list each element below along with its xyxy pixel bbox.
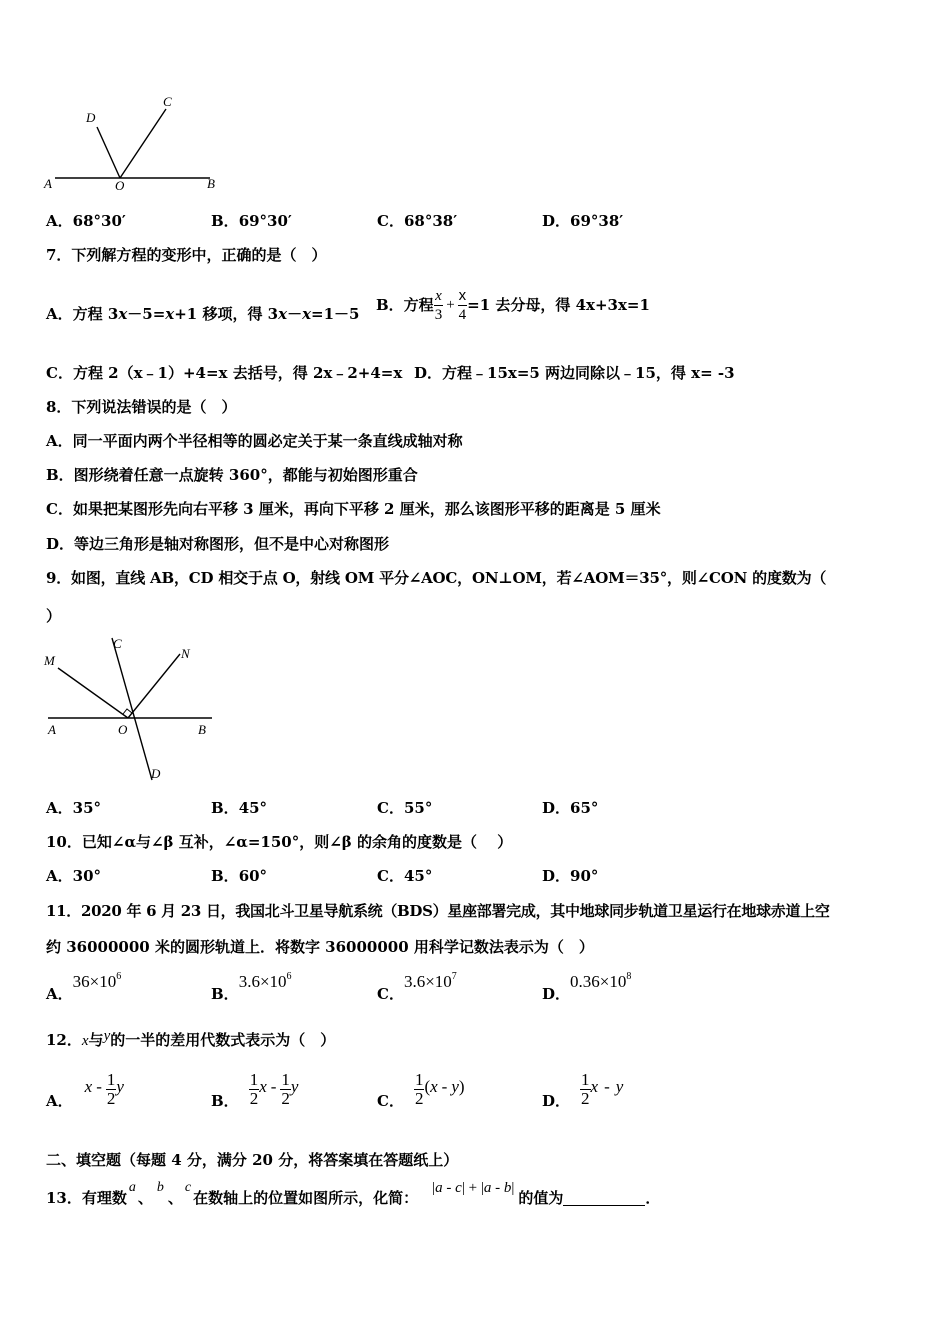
- q6-option-a[interactable]: [46, 211, 126, 231]
- q12-option-d[interactable]: [542, 1066, 623, 1112]
- q12-d-fraction: [580, 1071, 591, 1108]
- q11-stem-line1: 11．2020 年 6 月 23 日，我国北斗卫星导航系统（BDS）星座部署完成，其中地球同步轨道卫星运行在地球赤道上空: [46, 902, 830, 920]
- q13-tail: 的值为: [518, 1189, 564, 1207]
- q13-expr-plus: +: [468, 1180, 478, 1196]
- q13-bar-4: |: [511, 1180, 515, 1196]
- q9-option-d[interactable]: [542, 798, 598, 818]
- q7-a-mid2: +1 移项，得 3: [174, 305, 279, 323]
- q13-var-c: c: [184, 1180, 192, 1195]
- q12-b-letter: B．: [211, 1092, 239, 1110]
- q7-b-tail: =1 去分母，得 4x+3x=1: [467, 296, 650, 314]
- q7-a-x1: x: [118, 305, 128, 323]
- q9-option-c-letter: C．: [377, 799, 404, 817]
- q9-stem-line2: ）: [46, 607, 62, 625]
- q10-option-b-text: 60°: [238, 867, 268, 885]
- ray-om: [58, 668, 128, 718]
- q7-b-plus: +: [446, 297, 455, 313]
- q7-b-num2: x: [458, 286, 467, 304]
- q7-b-fraction-1: [434, 287, 444, 324]
- q12-option-b[interactable]: [211, 1066, 298, 1112]
- q13-expression: [432, 1178, 514, 1198]
- q10-option-a-letter: A．: [46, 867, 73, 885]
- q12-b-y: y: [290, 1077, 299, 1096]
- q12-c-paren-close: ): [458, 1077, 465, 1096]
- q7-stem: 7．下列解方程的变形中，正确的是（ ）: [46, 246, 327, 264]
- fig2-label-o: O: [118, 722, 128, 737]
- q12-c-minus: -: [441, 1077, 448, 1096]
- fig2-label-m: M: [44, 653, 55, 668]
- q11-option-a[interactable]: [46, 972, 121, 1002]
- q12-d-num: 1: [581, 1069, 590, 1089]
- q11-option-a-exp: 6: [116, 971, 122, 982]
- q9-option-a-letter: A．: [46, 799, 73, 817]
- q13-var-a: a: [128, 1180, 136, 1195]
- q12-stem: [46, 1030, 335, 1051]
- q12-c-den: 2: [414, 1088, 424, 1108]
- q6-option-a-letter: A．: [46, 212, 73, 230]
- q10-option-b[interactable]: [211, 866, 267, 886]
- q13-expr-minus-1: -: [446, 1180, 452, 1196]
- q7-b-den1: 3: [434, 306, 443, 323]
- q6-option-d[interactable]: [542, 211, 623, 231]
- q10-option-c-text: 45°: [403, 867, 433, 885]
- angle-figure-2: [40, 630, 220, 786]
- q9-option-b-text: 45°: [238, 799, 268, 817]
- q12-a-den: 2: [106, 1088, 116, 1108]
- q12-d-den: 2: [581, 1088, 590, 1108]
- q11-option-c-exp: 7: [451, 971, 457, 982]
- q13-prefix: 13．有理数: [46, 1189, 127, 1207]
- q11-option-b-value: [239, 972, 292, 991]
- q10-option-d-text: 90°: [570, 867, 599, 885]
- q7-a-tail: =1－5: [311, 305, 360, 323]
- fig1-label-a: A: [44, 176, 52, 191]
- q12-a-y: y: [116, 1077, 124, 1096]
- q12-a-minus: -: [96, 1077, 102, 1096]
- q12-c-paren-open: (: [424, 1077, 431, 1096]
- q13-sep-1: 、: [137, 1189, 153, 1207]
- q13-bar-2: |: [461, 1180, 465, 1196]
- q11-option-d-value: [570, 972, 631, 991]
- line-cd: [112, 638, 152, 780]
- q7-a-x2: x: [165, 305, 175, 323]
- q9-option-d-letter: D．: [542, 799, 571, 817]
- q12-b-den2: 2: [281, 1088, 290, 1108]
- q10-option-a[interactable]: [46, 866, 101, 886]
- q11-option-d-letter: D．: [542, 985, 571, 1003]
- q13-var-b: b: [156, 1180, 164, 1195]
- q10-option-d-letter: D．: [542, 867, 571, 885]
- q11-option-d-base: 0.36×10: [570, 972, 627, 991]
- q6-option-c-letter: C．: [377, 212, 404, 230]
- q12-a-letter: A．: [46, 1092, 73, 1110]
- q12-d-minus: -: [604, 1077, 610, 1096]
- q9-option-b-letter: B．: [211, 799, 239, 817]
- q9-option-d-text: 65°: [570, 799, 599, 817]
- q13-mid: 在数轴上的位置如图所示，化简：: [193, 1189, 419, 1207]
- q12-c-letter: C．: [377, 1092, 404, 1110]
- q11-option-a-base: 36×10: [72, 972, 117, 991]
- q12-b-minus: -: [270, 1077, 277, 1096]
- fig2-label-n: N: [181, 646, 190, 661]
- q12-var-x: x: [81, 1033, 89, 1049]
- q12-c-num: 1: [414, 1069, 424, 1089]
- q6-option-d-letter: D．: [542, 212, 571, 230]
- q12-c-x: x: [430, 1077, 438, 1096]
- q11-option-b-exp: 6: [286, 971, 292, 982]
- q10-option-b-letter: B．: [211, 867, 239, 885]
- q10-option-d[interactable]: [542, 866, 598, 886]
- q6-option-a-text: 68°30′: [72, 212, 126, 230]
- q11-option-c[interactable]: [377, 972, 457, 1002]
- q8-option-d[interactable]: D．等边三角形是轴对称图形，但不是中心对称图形: [46, 535, 390, 553]
- q7-a-mid3: －: [287, 305, 303, 323]
- q13-end: ．: [645, 1189, 661, 1207]
- q9-option-c[interactable]: [377, 798, 432, 818]
- q11-option-a-value: [73, 972, 122, 991]
- q11-option-b-base: 3.6×10: [238, 972, 287, 991]
- fig1-label-d: D: [86, 110, 96, 125]
- q11-stem-line2: 约 36000000 米的圆形轨道上．将数字 36000000 用科学记数法表示为（ ）: [46, 938, 594, 956]
- right-angle-mark: [123, 709, 132, 714]
- ray-oc: [120, 109, 166, 178]
- fig2-label-b: B: [198, 722, 206, 737]
- q7-option-d[interactable]: D．方程﹣15x=5 两边同除以﹣15，得 x= -3: [414, 364, 735, 382]
- q13-stem: [46, 1178, 660, 1212]
- q13-sep-2: 、: [167, 1189, 183, 1207]
- q7-a-x4: x: [302, 305, 312, 323]
- q13-expr-minus-2: -: [495, 1180, 501, 1196]
- q10-option-c-letter: C．: [377, 867, 404, 885]
- q11-option-a-letter: A．: [46, 985, 73, 1003]
- fig1-label-b: B: [207, 176, 215, 191]
- q12-c-y: y: [451, 1077, 459, 1096]
- angle-figure-1: [40, 92, 230, 194]
- q11-option-b[interactable]: [211, 972, 292, 1002]
- q6-option-b[interactable]: [211, 211, 292, 231]
- q11-option-c-base: 3.6×10: [403, 972, 452, 991]
- q13-bar-3: |: [480, 1180, 484, 1196]
- q13-expr-a1: a: [435, 1180, 443, 1196]
- q13-bar-1: |: [432, 1180, 436, 1196]
- q7-b-prefix: B．方程: [376, 296, 434, 314]
- q12-d-letter: D．: [542, 1092, 571, 1110]
- q12-d-y: y: [615, 1077, 624, 1096]
- q7-b-num1: x: [435, 287, 442, 304]
- q9-option-a-text: 35°: [72, 799, 102, 817]
- q12-b-num2: 1: [281, 1069, 290, 1089]
- q6-option-b-letter: B．: [211, 212, 239, 230]
- q8-option-a[interactable]: A．同一平面内两个半径相等的圆必定关于某一条直线成轴对称: [46, 432, 463, 450]
- q7-b-den2: 4: [458, 306, 467, 323]
- ray-on: [128, 654, 180, 718]
- section-2-heading: 二、填空题（每题 4 分，满分 20 分，将答案填在答题纸上）: [46, 1151, 459, 1169]
- q12-b-num1: 1: [249, 1069, 259, 1089]
- q12-b-fraction-2: [280, 1071, 291, 1108]
- q12-b-x: x: [259, 1077, 267, 1096]
- fig1-label-c: C: [163, 94, 172, 109]
- q12-a-fraction: [106, 1071, 117, 1108]
- q12-c-fraction: [414, 1071, 425, 1108]
- q7-option-c[interactable]: C．方程 2（x﹣1）+4=x 去括号，得 2x﹣2+4=x: [46, 364, 403, 382]
- q6-option-c-text: 68°38′: [403, 212, 458, 230]
- q9-option-b[interactable]: [211, 798, 267, 818]
- q12-var-y: y: [103, 1028, 111, 1044]
- q12-option-a[interactable]: [46, 1066, 124, 1112]
- q10-option-c[interactable]: [377, 866, 432, 886]
- q9-option-a[interactable]: [46, 798, 101, 818]
- q13-expr-c: c: [455, 1180, 462, 1196]
- q12-stem-prefix: 12．: [46, 1031, 82, 1049]
- q10-option-a-text: 30°: [72, 867, 102, 885]
- q12-option-c[interactable]: [377, 1066, 465, 1112]
- q9-option-c-text: 55°: [403, 799, 433, 817]
- q13-expr-b: b: [503, 1180, 512, 1196]
- q12-d-x: x: [590, 1077, 599, 1096]
- q6-option-b-text: 69°30′: [238, 212, 292, 230]
- q13-answer-blank[interactable]: [563, 1191, 645, 1206]
- q7-option-a[interactable]: [46, 304, 360, 324]
- q7-a-prefix: A．方程 3: [46, 305, 119, 323]
- q7-a-mid1: －5=: [127, 305, 166, 323]
- q12-stem-tail: 的一半的差用代数式表示为（ ）: [110, 1031, 336, 1049]
- q12-stem-mid: 与: [88, 1031, 104, 1049]
- q10-stem: 10．已知∠α与∠β 互补，∠α=150°，则∠β 的余角的度数是（ ）: [46, 833, 513, 851]
- q6-option-c[interactable]: [377, 211, 457, 231]
- fig2-label-d: D: [151, 766, 161, 781]
- q9-stem-line1: 9．如图，直线 AB，CD 相交于点 O，射线 OM 平分∠AOC，ON⊥OM，若∠AOM＝35°，则∠CON 的度数为（: [46, 569, 827, 587]
- q11-option-d-exp: 8: [626, 971, 632, 982]
- q11-option-c-letter: C．: [377, 985, 404, 1003]
- q7-b-fraction-2: [458, 287, 468, 324]
- q8-option-b[interactable]: B．图形绕着任意一点旋转 360°，都能与初始图形重合: [46, 466, 418, 484]
- fig2-label-a: A: [48, 722, 56, 737]
- q11-option-d[interactable]: [542, 972, 631, 1002]
- q6-option-d-text: 69°38′: [570, 212, 624, 230]
- fig1-label-o: O: [115, 178, 125, 193]
- fig2-label-c: C: [113, 636, 122, 651]
- q12-a-x: x: [84, 1077, 93, 1096]
- q11-option-b-letter: B．: [211, 985, 239, 1003]
- q7-option-b[interactable]: [376, 283, 650, 327]
- ray-od: [97, 127, 120, 178]
- q13-expr-a2: a: [483, 1180, 492, 1196]
- q12-a-num: 1: [106, 1069, 116, 1089]
- q11-option-c-value: [404, 972, 457, 991]
- q7-a-x3: x: [278, 305, 288, 323]
- q8-option-c[interactable]: C．如果把某图形先向右平移 3 厘米，再向下平移 2 厘米，那么该图形平移的距离是 5 厘米: [46, 500, 661, 518]
- q8-stem: 8．下列说法错误的是（ ）: [46, 398, 237, 416]
- q12-b-den1: 2: [249, 1088, 259, 1108]
- q12-b-fraction-1: [249, 1071, 260, 1108]
